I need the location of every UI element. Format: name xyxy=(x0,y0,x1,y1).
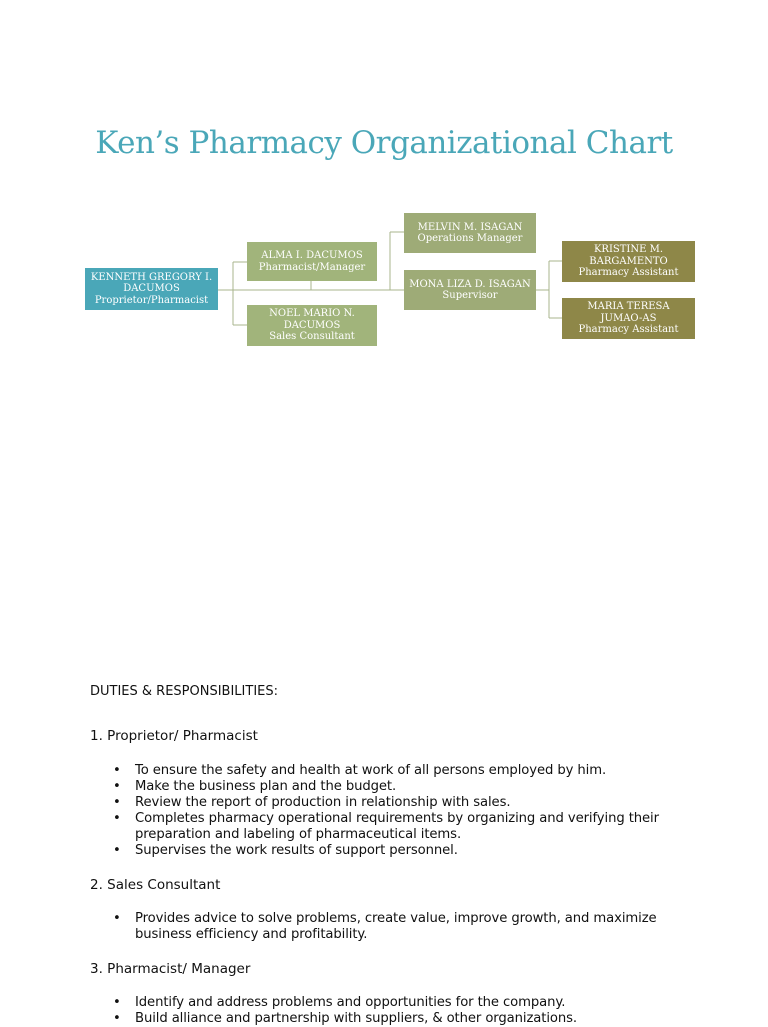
list-item: • Make the business plan and the budget. xyxy=(113,779,673,795)
org-node-name: KRISTINE M. BARGAMENTO xyxy=(589,244,668,267)
org-node-role: Operations Manager xyxy=(417,233,523,244)
org-node-role: Pharmacy Assistant xyxy=(578,267,679,279)
org-node-operations-manager xyxy=(404,213,536,253)
org-node-name: MARIA TERESA JUMAO-AS xyxy=(587,301,670,324)
org-node-name: MONA LIZA D. ISAGAN xyxy=(409,278,531,290)
list-item: • Identify and address problems and opportunities for the company. xyxy=(113,995,673,1011)
org-node-role: Proprietor/Pharmacist xyxy=(94,294,209,306)
bullet-list xyxy=(113,763,673,859)
org-chart xyxy=(0,0,768,400)
org-node-assistant-2 xyxy=(562,298,695,339)
list-item: • Provides advice to solve problems, create value, improve growth, and maximize business efficiency and profitability. xyxy=(113,911,673,943)
org-node-sales-consultant xyxy=(247,305,377,346)
org-node-role: Pharmacist/Manager xyxy=(258,261,366,273)
duties-heading: DUTIES & RESPONSIBILITIES: xyxy=(90,684,278,699)
org-chart-connectors xyxy=(0,0,768,400)
section-title: 1. Proprietor/ Pharmacist xyxy=(90,728,258,744)
bullet-list xyxy=(113,911,673,943)
org-node-name: KENNETH GREGORY I. DACUMOS xyxy=(90,271,213,295)
org-node-role: Sales Consultant xyxy=(269,331,355,343)
list-item: • Build alliance and partnership with suppliers, & other organizations. xyxy=(113,1011,673,1027)
org-node-proprietor xyxy=(85,268,218,310)
org-node-role: Supervisor xyxy=(442,290,498,301)
section-title: 3. Pharmacist/ Manager xyxy=(90,961,251,977)
org-node-name: MELVIN M. ISAGAN xyxy=(417,221,523,233)
org-node-name: NOEL MARIO N. DACUMOS xyxy=(269,308,355,331)
org-node-name: ALMA I. DACUMOS xyxy=(261,250,363,261)
list-item: • To ensure the safety and health at work of all persons employed by him. xyxy=(113,763,673,779)
list-item: • Supervises the work results of support personnel. xyxy=(113,843,673,859)
org-node-pharmacist-manager xyxy=(247,242,377,281)
org-node-role: Pharmacy Assistant xyxy=(578,324,679,336)
org-node-assistant-1 xyxy=(562,241,695,282)
list-item: • Review the report of production in relationship with sales. xyxy=(113,795,673,811)
org-node-supervisor xyxy=(404,270,536,310)
page-title: Ken’s Pharmacy Organizational Chart xyxy=(95,125,673,161)
list-item: • Completes pharmacy operational requirements by organizing and verifying their preparation and labeling of pharmaceutical items. xyxy=(113,811,673,843)
section-title: 2. Sales Consultant xyxy=(90,877,221,893)
bullet-list xyxy=(113,995,673,1027)
